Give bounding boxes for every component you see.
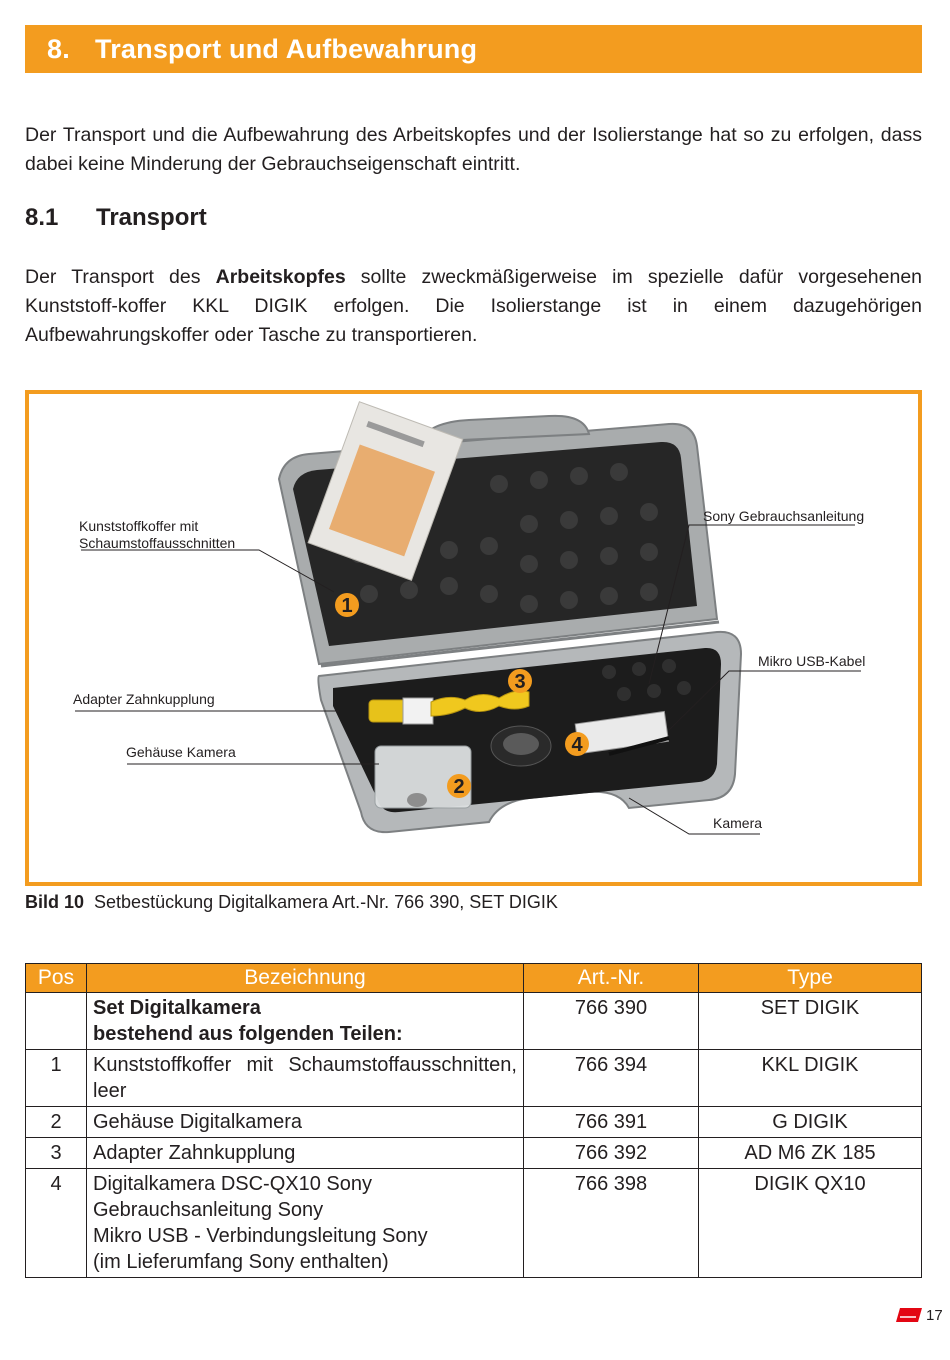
row-description-line: Gebrauchsanleitung Sony	[93, 1199, 324, 1221]
callout-case	[79, 518, 235, 552]
table-row	[26, 993, 922, 1050]
row-description-line: Digitalkamera DSC-QX10 Sony	[93, 1173, 372, 1195]
row-type: DIGIK QX10	[699, 1169, 922, 1278]
callout-case-line1: Kunststoffkoffer mit	[79, 518, 199, 534]
callout-case-line2: Schaumstoffausschnitten	[79, 535, 236, 551]
row-description	[87, 1169, 524, 1278]
row-description	[87, 1050, 524, 1107]
callout-camera: Kamera	[713, 815, 763, 831]
row-art-nr: 766 390	[524, 993, 699, 1050]
row-description-line: bestehend aus folgenden Teilen:	[93, 1023, 403, 1045]
row-description-line: Set Digitalkamera	[93, 997, 261, 1019]
section-text-bold: Arbeitskopfes	[215, 266, 346, 288]
section-text-end: sollte zweckmäßigerweise im spezielle dafür vorgesehenen Kunststoff-koffer KKL DIGIK erfolgen. Die Isolierstange ist in einem dazugehörigen Aufbewahrungskoffer oder Tasche zu transportieren.	[25, 266, 923, 346]
figure-caption	[25, 890, 558, 914]
figure-marker-4: 4	[571, 734, 583, 756]
table-row	[26, 1138, 922, 1169]
chapter-number: 8.	[47, 34, 70, 64]
row-art-nr: 766 392	[524, 1138, 699, 1169]
page-number: 17	[926, 1307, 943, 1324]
callout-usb: Mikro USB-Kabel	[758, 653, 866, 669]
table-row	[26, 1050, 922, 1107]
row-description	[87, 1107, 524, 1138]
row-description-line: Kunststoffkoffer mit Schaumstoffausschnitten, leer	[93, 1054, 517, 1102]
row-pos: 1	[26, 1050, 87, 1107]
section-text-start: Der Transport des	[25, 266, 216, 288]
table-row	[26, 1169, 922, 1278]
parts-table	[25, 963, 922, 1278]
caption-text: Setbestückung Digitalkamera Art.-Nr. 766 390, SET DIGIK	[94, 892, 558, 912]
row-art-nr: 766 391	[524, 1107, 699, 1138]
intro-paragraph: Der Transport und die Aufbewahrung des Arbeitskopfes und der Isolierstange hat so zu erfolgen, dass dabei keine Minderung der Gebrauchseigenschaft eintritt.	[25, 124, 922, 175]
callout-housing: Gehäuse Kamera	[126, 744, 236, 760]
row-pos	[26, 993, 87, 1050]
figure-marker-1: 1	[341, 595, 353, 617]
row-description-line: Adapter Zahnkupplung	[93, 1142, 296, 1164]
header-art-nr: Art.-Nr.	[524, 964, 699, 993]
header-bezeichnung: Bezeichnung	[87, 964, 524, 993]
callout-adapter: Adapter Zahnkupplung	[73, 691, 215, 707]
section-number: 8.1	[25, 204, 59, 231]
row-description	[87, 993, 524, 1050]
row-type: SET DIGIK	[699, 993, 922, 1050]
figure-marker-2: 2	[453, 776, 465, 798]
row-type: KKL DIGIK	[699, 1050, 922, 1107]
row-description-line: (im Lieferumfang Sony enthalten)	[93, 1251, 389, 1273]
section-paragraph	[25, 263, 922, 350]
case-photo	[29, 394, 918, 882]
row-art-nr: 766 394	[524, 1050, 699, 1107]
row-type: AD M6 ZK 185	[699, 1138, 922, 1169]
row-pos: 4	[26, 1169, 87, 1278]
row-description	[87, 1138, 524, 1169]
section-heading	[25, 204, 207, 232]
figure-marker-3: 3	[514, 671, 526, 693]
row-pos: 2	[26, 1107, 87, 1138]
table-row	[26, 1107, 922, 1138]
row-description-line: Gehäuse Digitalkamera	[93, 1111, 302, 1133]
caption-label: Bild 10	[25, 892, 85, 912]
chapter-title: Transport und Aufbewahrung	[95, 34, 478, 64]
figure-frame	[25, 390, 922, 886]
row-type: G DIGIK	[699, 1107, 922, 1138]
table-header-row	[26, 964, 922, 993]
callout-manual: Sony Gebrauchsanleitung	[703, 508, 865, 524]
brand-logo-icon	[896, 1308, 922, 1322]
row-description-line: Mikro USB - Verbindungsleitung Sony	[93, 1225, 428, 1247]
chapter-header	[25, 25, 922, 73]
header-pos: Pos	[26, 964, 87, 993]
row-pos: 3	[26, 1138, 87, 1169]
section-title: Transport	[96, 204, 207, 231]
row-art-nr: 766 398	[524, 1169, 699, 1278]
header-type: Type	[699, 964, 922, 993]
